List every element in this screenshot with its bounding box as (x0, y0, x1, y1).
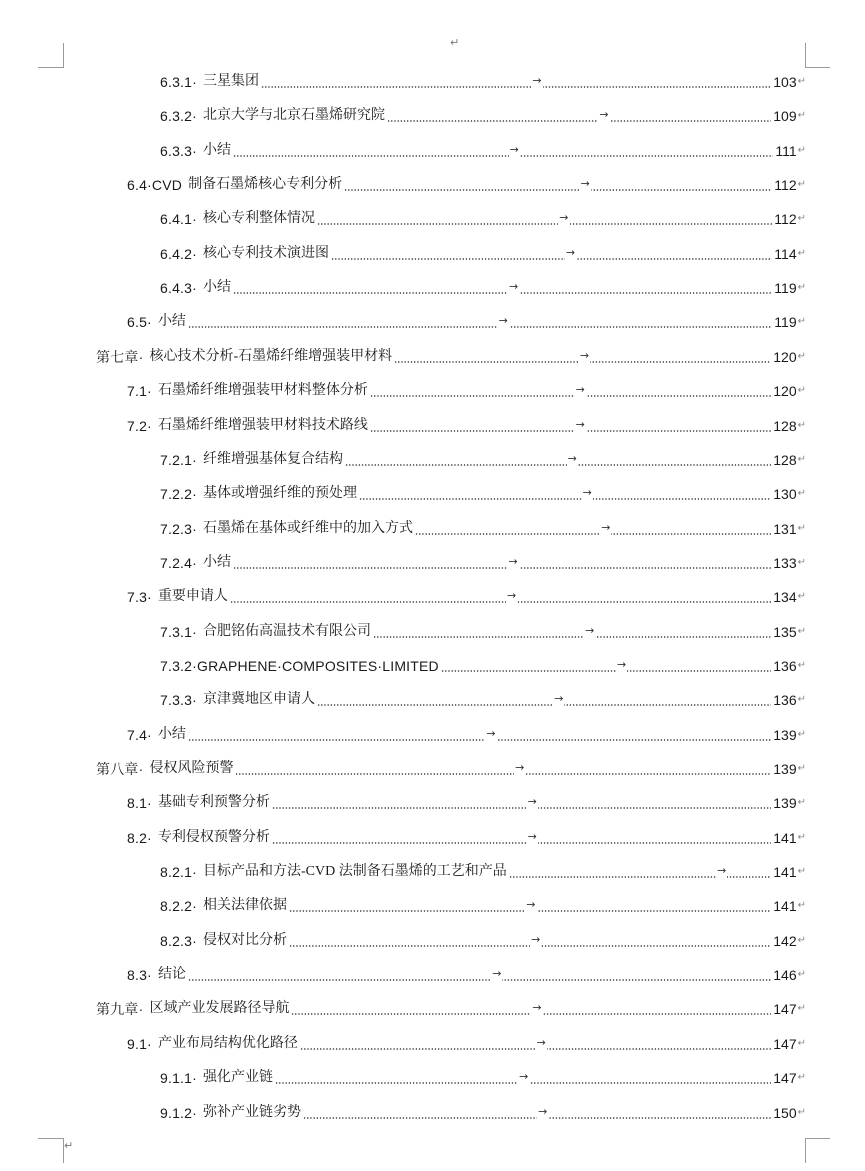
toc-entry-title: 核心专利技术演进图 (203, 245, 329, 261)
tab-arrow-icon: → (575, 378, 586, 402)
toc-entry-title: 侵权风险预警 (149, 761, 234, 776)
dot-leader (272, 826, 771, 850)
toc-entry-title: 小结 (203, 554, 231, 570)
footer-paragraph-mark: ↵ (64, 1139, 74, 1152)
toc-entry-number: 8.2· (127, 829, 152, 846)
toc-entry[interactable] (160, 1101, 806, 1125)
toc-entry-page-number: 141 (773, 898, 797, 915)
toc-entry-title: 重要申请人 (157, 589, 228, 605)
toc-entry-page-number: 120 (773, 348, 797, 365)
toc-entry-page-number: 134 (773, 589, 797, 606)
paragraph-return-icon: ↵ (797, 522, 806, 534)
dot-leader (370, 414, 771, 438)
crop-mark-bottom-right-h (805, 1138, 830, 1139)
toc-entry-title: 基础专利预警分析 (157, 795, 270, 811)
toc-entry-title: 小结 (203, 142, 231, 158)
toc-entry[interactable] (160, 104, 806, 128)
toc-entry-page-number: 136 (773, 692, 797, 709)
toc-entry-number: 7.2.4· (160, 554, 197, 571)
toc-entry-title: 合肥铭佑高温技术有限公司 (203, 623, 371, 639)
toc-entry[interactable] (160, 242, 806, 266)
paragraph-return-icon: ↵ (797, 488, 806, 500)
paragraph-return-icon: ↵ (797, 797, 806, 809)
toc-entry[interactable] (127, 826, 806, 850)
dot-leader (441, 654, 771, 678)
paragraph-return-icon: ↵ (797, 625, 806, 637)
toc-entry-title: 三星集团 (203, 74, 259, 89)
toc-entry[interactable] (96, 997, 806, 1021)
tab-arrow-icon: → (716, 859, 727, 883)
toc-entry[interactable] (160, 276, 806, 300)
paragraph-return-icon: ↵ (797, 350, 806, 362)
toc-entry[interactable] (127, 963, 806, 987)
tab-arrow-icon: → (531, 996, 542, 1020)
tab-arrow-icon: → (575, 413, 586, 437)
toc-entry[interactable] (160, 894, 806, 918)
paragraph-return-icon: ↵ (797, 179, 806, 191)
dot-leader (275, 1066, 771, 1090)
toc-entry-page-number: 112 (774, 211, 797, 228)
paragraph-return-icon: ↵ (797, 728, 806, 740)
tab-arrow-icon: → (527, 825, 538, 849)
paragraph-return-icon: ↵ (797, 763, 806, 774)
toc-entry[interactable] (96, 757, 806, 781)
toc-entry-title: 核心技术分析-石墨烯纤维增强装甲材料 (149, 348, 393, 364)
tab-arrow-icon: → (525, 893, 536, 917)
toc-entry-title: 相关法律依据 (203, 898, 287, 914)
tab-arrow-icon: → (508, 550, 519, 574)
toc-entry-title: 弥补产业链劣势 (203, 1104, 301, 1120)
toc-entry-number: 7.2· (127, 417, 152, 434)
toc-entry-number: 7.3.1· (160, 623, 197, 640)
paragraph-return-icon: ↵ (797, 282, 806, 294)
crop-mark-bottom-right-v (805, 1138, 806, 1163)
toc-entry-page-number: 103 (773, 74, 797, 90)
dot-leader (300, 1032, 771, 1056)
paragraph-return-icon: ↵ (797, 419, 806, 431)
paragraph-return-icon: ↵ (797, 385, 806, 397)
toc-entry[interactable] (96, 345, 806, 369)
toc-entry[interactable] (160, 139, 806, 163)
toc-entry[interactable] (127, 723, 806, 747)
paragraph-return-icon: ↵ (797, 694, 806, 706)
toc-entry-title: 小结 (157, 726, 186, 742)
tab-arrow-icon: → (530, 928, 541, 952)
toc-entry[interactable] (160, 929, 806, 953)
toc-entry-title: 北京大学与北京石墨烯研究院 (203, 108, 385, 124)
toc-entry-title: 小结 (157, 314, 186, 330)
toc-entry-page-number: 119 (774, 314, 797, 331)
toc-entry-page-number: 133 (773, 554, 797, 571)
toc-entry-number: 9.1.2· (160, 1104, 197, 1121)
toc-entry-number: 7.4· (127, 726, 152, 743)
toc-entry-number: 8.2.1· (160, 864, 197, 881)
toc-entry-page-number: 109 (773, 108, 797, 125)
dot-leader (272, 791, 771, 815)
toc-entry-page-number: 141 (773, 829, 797, 846)
toc-entry[interactable] (127, 173, 806, 197)
dot-leader (233, 139, 773, 163)
toc-entry-title: 强化产业链 (203, 1070, 273, 1086)
toc-entry-page-number: 147 (773, 1035, 797, 1052)
crop-mark-top-right-h (805, 67, 830, 68)
dot-leader (317, 207, 772, 231)
tab-arrow-icon: → (580, 172, 591, 196)
toc-entry-number: 6.3.1· (160, 74, 197, 90)
paragraph-return-icon: ↵ (797, 144, 806, 156)
toc-entry[interactable] (160, 70, 806, 94)
toc-entry-number: 7.1· (127, 383, 152, 400)
toc-entry-number: 6.4.1· (160, 211, 197, 228)
toc-entry[interactable] (160, 620, 806, 644)
toc-entry[interactable] (160, 654, 806, 678)
dot-leader (289, 929, 771, 953)
toc-entry-title: 基体或增强纤维的预处理 (203, 486, 357, 502)
toc-entry[interactable] (160, 1066, 806, 1090)
toc-entry-page-number: 139 (773, 761, 797, 777)
toc-entry-title: 石墨烯在基体或纤维中的加入方式 (203, 520, 413, 536)
toc-entry-page-number: 142 (773, 932, 797, 949)
toc-entry-title: 目标产品和方法-CVD 法制备石墨烯的工艺和产品 (203, 864, 507, 880)
toc-entry[interactable] (160, 448, 806, 472)
toc-entry-number: 8.1· (127, 795, 152, 812)
toc-entry[interactable] (127, 379, 806, 403)
toc-entry-title: 结论 (157, 967, 186, 983)
toc-entry-number: 8.3· (127, 967, 152, 984)
dot-leader (359, 482, 771, 506)
dot-leader (230, 585, 771, 609)
paragraph-return-icon: ↵ (797, 556, 806, 568)
toc-entry-page-number: 128 (773, 417, 797, 434)
toc-entry-number: 6.3.2· (160, 108, 197, 125)
paragraph-return-icon: ↵ (797, 591, 806, 603)
toc-entry-page-number: 147 (773, 1070, 797, 1087)
toc-entry-page-number: 139 (773, 726, 797, 743)
toc-entry-title: 石墨烯纤维增强装甲材料整体分析 (157, 383, 368, 399)
dot-leader (509, 860, 772, 884)
toc-entry-title: 核心专利整体情况 (203, 211, 315, 227)
tab-arrow-icon: → (553, 687, 564, 711)
toc-entry-number: 第七章· (96, 348, 144, 365)
dot-leader (188, 310, 772, 334)
toc-entry[interactable] (127, 791, 806, 815)
toc-entry-page-number: 131 (773, 520, 797, 537)
tab-arrow-icon: → (600, 516, 611, 540)
crop-mark-top-left-h (38, 67, 63, 68)
tab-arrow-icon: → (485, 722, 496, 746)
toc-entry-title: 石墨烯纤维增强装甲材料技术路线 (157, 417, 368, 433)
tab-arrow-icon: → (527, 790, 538, 814)
tab-arrow-icon: → (491, 962, 502, 986)
paragraph-return-icon: ↵ (797, 900, 806, 912)
paragraph-return-icon: ↵ (797, 213, 806, 225)
toc-entry-number: 6.4·CVD (127, 177, 183, 194)
tab-arrow-icon: → (565, 241, 576, 265)
dot-leader (303, 1101, 771, 1125)
toc-entry-title: 纤维增强基体复合结构 (203, 451, 343, 467)
paragraph-return-icon: ↵ (797, 453, 806, 465)
tab-arrow-icon: → (509, 138, 520, 162)
toc-entry[interactable] (127, 585, 806, 609)
paragraph-return-icon: ↵ (797, 316, 806, 328)
toc-entry-number: 7.3.3· (160, 692, 197, 709)
dot-leader (373, 620, 771, 644)
toc-entry-number: 8.2.2· (160, 898, 197, 915)
dot-leader (235, 757, 771, 781)
toc-entry-page-number: 112 (774, 177, 797, 194)
toc-entry-number: 9.1.1· (160, 1070, 197, 1087)
dot-leader (317, 688, 771, 712)
dot-leader (291, 997, 771, 1021)
toc-entry-number: 7.3· (127, 589, 152, 606)
toc-entry-title: 京津冀地区申请人 (203, 692, 315, 708)
toc-entry[interactable] (160, 517, 806, 541)
dot-leader (188, 723, 771, 747)
dot-leader (344, 173, 772, 197)
paragraph-return-icon: ↵ (797, 247, 806, 259)
toc-entry-page-number: 135 (773, 623, 797, 640)
dot-leader (394, 345, 771, 369)
toc-entry[interactable] (160, 482, 806, 506)
toc-entry-page-number: 150 (773, 1104, 797, 1121)
dot-leader (261, 70, 771, 94)
tab-arrow-icon: → (506, 584, 517, 608)
toc-entry[interactable] (127, 1032, 806, 1056)
paragraph-return-icon: ↵ (797, 1003, 806, 1015)
toc-entry-page-number: 128 (773, 451, 797, 468)
toc-entry-number: 6.4.2· (160, 245, 197, 262)
tab-arrow-icon: → (567, 447, 578, 471)
paragraph-return-icon: ↵ (797, 934, 806, 946)
toc-entry-page-number: 147 (773, 1001, 797, 1018)
toc-entry[interactable] (160, 551, 806, 575)
header-paragraph-mark: ↵ (450, 36, 460, 49)
crop-mark-top-left-v (63, 43, 64, 68)
toc-entry-number: 第九章· (96, 1001, 144, 1018)
toc-entry-page-number: 139 (773, 795, 797, 812)
toc-entry-page-number: 136 (773, 657, 797, 674)
dot-leader (415, 517, 771, 541)
paragraph-return-icon: ↵ (797, 76, 806, 87)
toc-entry-number: 第八章· (96, 761, 144, 777)
toc-entry-page-number: 141 (773, 864, 797, 881)
toc-entry-number: 9.1· (127, 1035, 152, 1052)
tab-arrow-icon: → (508, 275, 519, 299)
toc-entry-title: 侵权对比分析 (203, 932, 287, 948)
toc-entry-title: 专利侵权预警分析 (157, 829, 270, 845)
toc-entry-page-number: 111 (775, 142, 797, 159)
tab-arrow-icon: → (498, 309, 509, 333)
toc-entry[interactable] (160, 860, 806, 884)
paragraph-return-icon: ↵ (797, 659, 806, 671)
dot-leader (233, 276, 772, 300)
toc-entry-title: 产业布局结构优化路径 (157, 1035, 298, 1051)
toc-entry-number: 6.4.3· (160, 280, 197, 297)
dot-leader (289, 894, 771, 918)
dot-leader (370, 379, 771, 403)
toc-entry[interactable] (160, 688, 806, 712)
toc-entry-number: 7.2.1· (160, 451, 197, 468)
toc-entry-title: 区域产业发展路径导航 (149, 1001, 290, 1017)
toc-entry-page-number: 114 (774, 245, 797, 262)
tab-arrow-icon: → (582, 481, 593, 505)
paragraph-return-icon: ↵ (797, 1106, 806, 1118)
paragraph-return-icon: ↵ (797, 969, 806, 981)
toc-entry-page-number: 120 (773, 383, 797, 400)
paragraph-return-icon: ↵ (797, 110, 806, 122)
toc-entry[interactable] (127, 310, 806, 334)
toc-entry[interactable] (160, 207, 806, 231)
tab-arrow-icon: → (558, 206, 569, 230)
tab-arrow-icon: → (584, 619, 595, 643)
paragraph-return-icon: ↵ (797, 1072, 806, 1084)
toc-entry-number: 7.2.2· (160, 486, 197, 503)
dot-leader (387, 104, 771, 128)
crop-mark-top-right-v (805, 43, 806, 68)
dot-leader (345, 448, 771, 472)
tab-arrow-icon: → (518, 1065, 529, 1089)
toc-entry-page-number: 119 (774, 280, 797, 297)
paragraph-return-icon: ↵ (797, 1037, 806, 1049)
toc-entry-title: 小结 (203, 280, 231, 296)
tab-arrow-icon: → (537, 1100, 548, 1124)
tab-arrow-icon: → (514, 756, 525, 780)
tab-arrow-icon: → (598, 103, 609, 127)
toc-entry-page-number: 146 (773, 967, 797, 984)
tab-arrow-icon: → (531, 69, 542, 93)
dot-leader (233, 551, 771, 575)
toc-entry-number: 7.2.3· (160, 520, 197, 537)
toc-entry-number: 6.5· (127, 314, 152, 331)
paragraph-return-icon: ↵ (797, 866, 806, 878)
tab-arrow-icon: → (536, 1031, 547, 1055)
toc-entry-number: 8.2.3· (160, 932, 197, 949)
tab-arrow-icon: → (579, 344, 590, 368)
crop-mark-bottom-left-h (38, 1138, 63, 1139)
tab-arrow-icon: → (616, 653, 627, 677)
dot-leader (331, 242, 772, 266)
paragraph-return-icon: ↵ (797, 831, 806, 843)
toc-entry-title: 制备石墨烯核心专利分析 (188, 177, 343, 193)
toc-entry-number: 7.3.2·GRAPHENE·COMPOSITES·LIMITED (160, 657, 439, 674)
toc-entry[interactable] (127, 414, 806, 438)
toc-entry-number: 6.3.3· (160, 142, 197, 159)
toc-entry-page-number: 130 (773, 486, 797, 503)
dot-leader (188, 963, 771, 987)
